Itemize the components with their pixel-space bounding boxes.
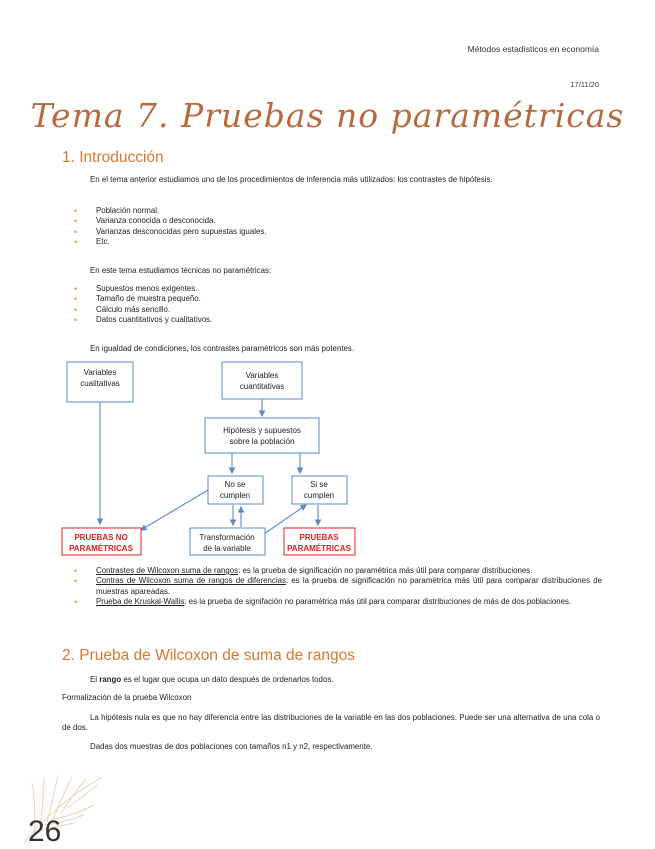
diagram-label: de la variable [203, 544, 251, 553]
box-hipotesis [205, 418, 319, 453]
diagram-label: sobre la población [229, 437, 295, 446]
intro-paragraph: En el tema anterior estudiamos uno de los procedimientos de inferencia más utilizados: los contrastes de hipótesis. [90, 175, 493, 184]
diagram-label: cumplen [219, 491, 251, 500]
list-item: • Datos cuantitativos y cualitativos. [62, 315, 602, 325]
diagram-label: Variables [245, 371, 279, 380]
diagram-label: PRUEBAS [299, 533, 339, 542]
rango-definition: El rango es el lugar que ocupa un dato después de ordenarlos todos. [90, 675, 334, 684]
diagram-label: Si se [310, 480, 328, 489]
list-item: • Contras de Wilcoxon suma de rangos de diferencias: es la prueba de significación no paramétrica más útil para comparar distribuciones de muestras apareadas. [62, 576, 602, 597]
list-item: • Supuestos menos exigentes. [62, 284, 602, 294]
diagram-label: cumplen [303, 491, 335, 500]
null-hypothesis-paragraph: La hipótesis nula es que no hay diferencia entre las distribuciones de la variable en las dos poblaciones. Puede ser una alternativa de una cola o de dos. [62, 713, 600, 733]
list-item: • Población normal. [62, 206, 602, 216]
diagram-label: No se [224, 480, 246, 489]
diagram-label: Hipótesis y supuestos [223, 426, 301, 435]
diagram-label: PARAMÉTRICAS [287, 544, 351, 553]
diagram-label: Transformación [199, 533, 255, 542]
power-statement: En igualdad de condiciones, los contrastes paramétricos son más potentes. [90, 344, 355, 353]
list-item: • Prueba de Kruskal-Wallis: es la prueba de signifación no paramétrica más útil para comparar distribuciones de más de dos poblaciones. [62, 597, 602, 607]
diagram-label: PRUEBAS NO [74, 533, 128, 542]
list-item: • Contrastes de Wilcoxon suma de rangos: es la prueba de significación no paramétrica más útil para comparar distribuciones. [62, 566, 602, 576]
nonparam-intro: En este tema estudiamos técnicas no paramétricas: [90, 266, 272, 275]
tests-list [62, 566, 602, 608]
diagram-label: cualitativas [80, 379, 120, 388]
formalization-label: Formalización de la prueba Wilcoxon [62, 693, 192, 702]
list-item: • Tamaño de muestra pequeño. [62, 294, 602, 304]
page-title: Tema 7. Pruebas no paramétricas [30, 96, 625, 135]
box-cuantitativas [222, 362, 302, 399]
list-item: • Etc. [62, 237, 602, 247]
diagram-label: Variables [83, 368, 117, 377]
section-1-heading: 1. Introducción [62, 149, 164, 166]
samples-paragraph: Dadas dos muestras de dos poblaciones con tamaños n1 y n2, respectivamente. [90, 742, 373, 751]
page-number: 26 [28, 815, 62, 848]
list-item: • Cálculo más sencillo. [62, 305, 602, 315]
diagram-label: PARAMÉTRICAS [69, 544, 133, 553]
header-subject: Métodos estadísticos en economía [467, 44, 599, 54]
header-date: 17/11/20 [570, 80, 599, 89]
list-item: • Varianza conocida o desconocida. [62, 216, 602, 226]
section-2-heading: 2. Prueba de Wilcoxon de suma de rangos [62, 647, 355, 664]
diagram-label: cuantitativas [239, 382, 285, 391]
list-item: • Varianzas desconocidas pero supuestas iguales. [62, 227, 602, 237]
